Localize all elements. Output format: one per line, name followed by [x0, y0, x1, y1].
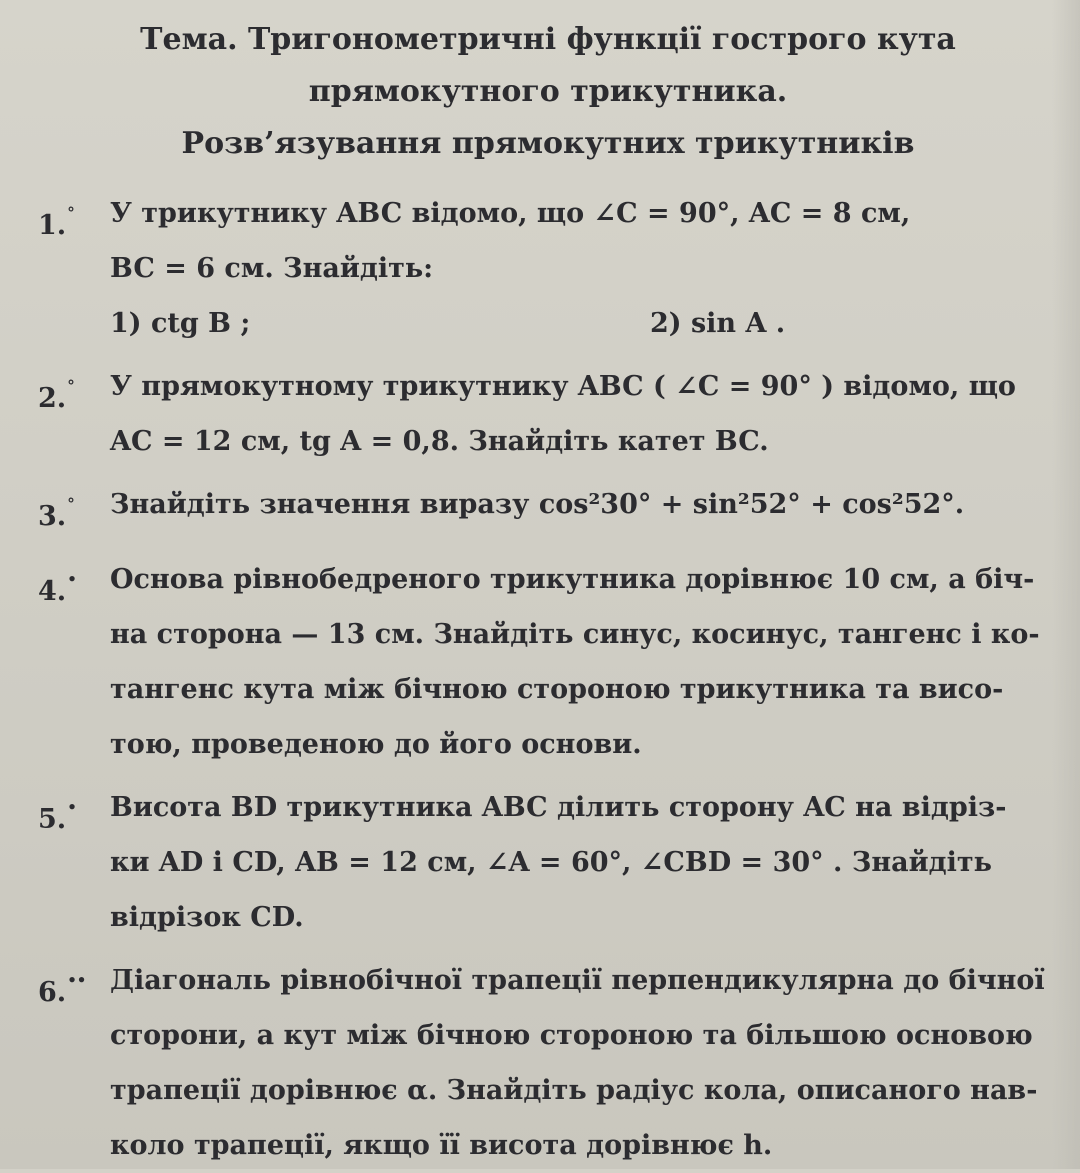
title-line-1: Тема. Тригонометричні функції гострого кута	[140, 22, 956, 57]
problem-line: тою, проведеною до його основи.	[110, 729, 642, 760]
problem-number: 6.••	[38, 971, 87, 1008]
problem-line: сторони, а кут між бічною стороною та більшою основою	[110, 1020, 1033, 1051]
difficulty-mark: °	[67, 495, 75, 513]
problem-text	[110, 552, 1058, 772]
problem-line: Знайдіть значення виразу cos²30° + sin²52° + cos²52°.	[110, 489, 965, 520]
problem-number: 4.•	[38, 570, 77, 607]
difficulty-mark: °	[67, 377, 75, 395]
sub-question-2: 2) sin A .	[650, 308, 786, 339]
problem-number: 3.°	[38, 495, 75, 532]
problem-text	[110, 477, 1058, 544]
problem-line: AC = 12 см, tg A = 0,8. Знайдіть катет BC.	[110, 426, 769, 457]
problem-number: 2.°	[38, 377, 75, 414]
difficulty-mark: °	[67, 204, 75, 222]
problem-line: трапеції дорівнює α. Знайдіть радіус кола, описаного нав-	[110, 1075, 1038, 1106]
sub-question-1: 1) ctg B ;	[110, 308, 251, 339]
difficulty-mark: •	[67, 570, 77, 588]
problem-5	[38, 780, 1058, 945]
problem-text	[110, 953, 1058, 1173]
problem-line: коло трапеції, якщо її висота дорівнює h.	[110, 1130, 773, 1161]
problem-line: відрізок CD.	[110, 902, 304, 933]
problem-1	[38, 186, 1058, 351]
problem-line: тангенс кута між бічною стороною трикутника та висо-	[110, 674, 1004, 705]
difficulty-mark: ••	[67, 971, 87, 989]
problem-number: 5.•	[38, 798, 77, 835]
title-line-3: Розв’язування прямокутних трикутників	[181, 126, 915, 161]
problem-line: BC = 6 см. Знайдіть:	[110, 253, 434, 284]
problem-3	[38, 477, 1058, 544]
problem-line: на сторона — 13 см. Знайдіть синус, косинус, тангенс і ко-	[110, 619, 1040, 650]
problem-line: У прямокутному трикутнику ABC ( ∠C = 90° ) відомо, що	[110, 371, 1016, 402]
sub-questions	[110, 296, 1058, 351]
problem-text	[110, 186, 1058, 351]
problem-line: У трикутнику ABC відомо, що ∠C = 90°, AC = 8 см,	[110, 198, 911, 229]
problem-number: 1.°	[38, 204, 75, 241]
problem-4	[38, 552, 1058, 772]
problem-6	[38, 953, 1058, 1173]
problem-line: Висота BD трикутника ABC ділить сторону AC на відріз-	[110, 792, 1007, 823]
problem-text	[110, 780, 1058, 945]
page-edge-shadow	[1052, 0, 1080, 1169]
difficulty-mark: •	[67, 798, 77, 816]
problem-line: ки AD і CD, AB = 12 см, ∠A = 60°, ∠CBD = 30° . Знайдіть	[110, 847, 992, 878]
problem-line: Основа рівнобедреного трикутника дорівнює 10 см, а біч-	[110, 564, 1035, 595]
problem-2	[38, 359, 1058, 469]
page-title	[38, 14, 1058, 170]
problem-text	[110, 359, 1058, 469]
title-line-2: прямокутного трикутника.	[308, 74, 788, 109]
problem-line: Діагональ рівнобічної трапеції перпендикулярна до бічної	[110, 965, 1045, 996]
